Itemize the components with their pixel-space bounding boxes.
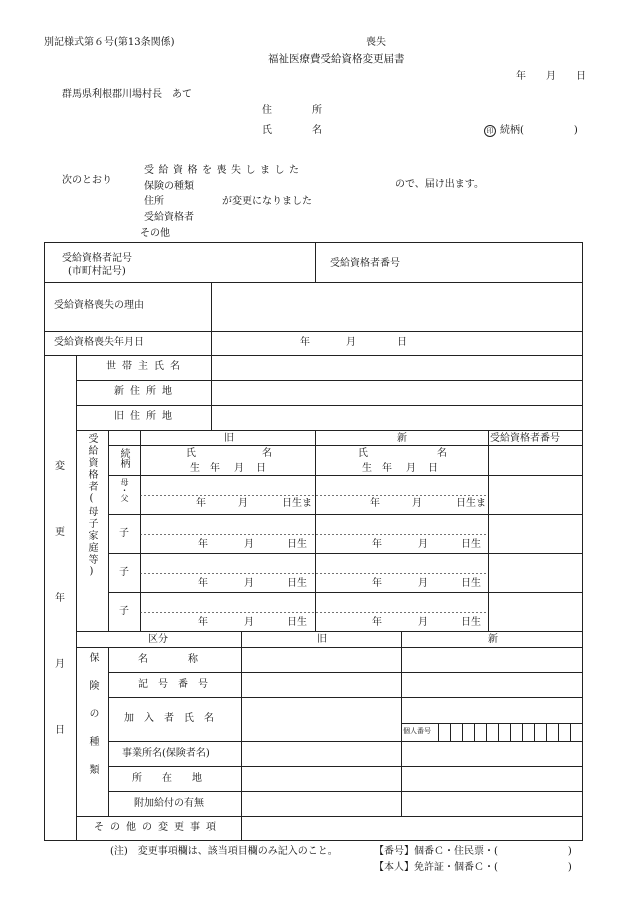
new-name-hdr: 名 bbox=[437, 448, 447, 459]
child3-old-month: 月 bbox=[244, 617, 254, 628]
old-name-hdr: 名 bbox=[262, 448, 272, 459]
child1-new-year: 年 bbox=[372, 539, 382, 550]
child2-old-day: 日生 bbox=[287, 578, 307, 589]
addressee: 群馬県利根郡川場村長 あて bbox=[62, 89, 192, 100]
parent-old-month: 月 bbox=[238, 498, 248, 509]
new-name-hdr: 氏 bbox=[358, 448, 368, 459]
household-head-label: 世帯主氏名 bbox=[106, 361, 186, 372]
seal-mark: 印 bbox=[484, 125, 496, 137]
parent-new-month: 月 bbox=[412, 498, 422, 509]
recipient-symbol-label: 受給資格者記号 bbox=[62, 253, 132, 264]
insurance-row-member-name: 加 入 者 氏 名 bbox=[124, 713, 214, 724]
statement-option-loss: 受給資格を喪失しました bbox=[144, 165, 304, 176]
insurance-new-header: 新 bbox=[488, 634, 498, 645]
insurance-row-extra-benefit: 附加給付の有無 bbox=[134, 798, 204, 809]
page-title: 福祉医療費受給資格変更届書 bbox=[268, 53, 405, 65]
parent-new-day: 日生ま bbox=[456, 498, 486, 509]
new-birth-hdr: 日 bbox=[428, 463, 438, 474]
old-address-label: 旧住所地 bbox=[114, 411, 178, 422]
loss-reason-label: 受給資格喪失の理由 bbox=[54, 300, 144, 311]
change-date-char: 年 bbox=[55, 593, 65, 604]
child3-new-day: 日生 bbox=[461, 617, 481, 628]
statement-option-recipient: 受給資格者 bbox=[144, 212, 194, 223]
child2-new-year: 年 bbox=[372, 578, 382, 589]
recipient-number-label: 受給資格者番号 bbox=[330, 258, 400, 269]
insurance-row-location: 所 在 地 bbox=[132, 773, 202, 784]
old-birth-hdr: 生 bbox=[190, 463, 200, 474]
municipality-symbol-label: (市町村記号) bbox=[68, 266, 126, 277]
recipient-new-header: 新 bbox=[397, 433, 407, 444]
relation-label: 続柄( ) bbox=[500, 125, 578, 136]
footer-note: (注) 変更事項欄は、該当項目欄のみ記入のこと。 bbox=[110, 846, 338, 857]
child2-old-year: 年 bbox=[198, 578, 208, 589]
child-label: 子 bbox=[119, 528, 129, 539]
statement-option-other: その他 bbox=[140, 228, 170, 239]
insurance-category-header: 区分 bbox=[148, 634, 168, 645]
old-birth-hdr: 月 bbox=[234, 463, 244, 474]
change-date-char: 月 bbox=[55, 659, 65, 670]
insurance-vertical-label: 保険の種類 bbox=[87, 652, 98, 792]
loss-date-label: 受給資格喪失年月日 bbox=[54, 337, 144, 348]
name-label: 氏 名 bbox=[262, 125, 322, 136]
title-top: 喪失 bbox=[366, 37, 386, 48]
insurance-row-office-name: 事業所名(保険者名) bbox=[122, 748, 210, 759]
new-birth-hdr: 生 bbox=[362, 463, 372, 474]
parent-old-day: 日生ま bbox=[282, 498, 312, 509]
new-birth-hdr: 年 bbox=[382, 463, 392, 474]
child3-new-year: 年 bbox=[372, 617, 382, 628]
recipient-old-header: 旧 bbox=[224, 433, 234, 444]
footer-number-label: 【番号】個番Ｃ・住民票・( ) bbox=[374, 846, 572, 857]
recipient-vertical-label: 受給資格者(母子家庭等) bbox=[86, 433, 97, 579]
child1-old-month: 月 bbox=[244, 539, 254, 550]
change-date-char: 変 bbox=[55, 461, 65, 472]
parent-old-year: 年 bbox=[196, 498, 206, 509]
child3-new-month: 月 bbox=[418, 617, 428, 628]
statement-option-insurance: 保険の種類 bbox=[144, 181, 194, 192]
child3-old-day: 日生 bbox=[287, 617, 307, 628]
statement-option-address: 住所 bbox=[144, 196, 164, 207]
child3-old-year: 年 bbox=[198, 617, 208, 628]
child1-new-day: 日生 bbox=[461, 539, 481, 550]
change-date-char: 更 bbox=[55, 527, 65, 538]
loss-date-month: 月 bbox=[346, 337, 356, 348]
relation-col-header: 続柄 bbox=[118, 448, 129, 468]
mother-father-label: 母・父 bbox=[120, 478, 129, 502]
parent-new-year: 年 bbox=[370, 498, 380, 509]
recipient-number-col-header: 受給資格者番号 bbox=[490, 433, 560, 444]
new-address-label: 新住所地 bbox=[114, 386, 178, 397]
form-number: 別記様式第６号(第13条関係) bbox=[44, 37, 175, 48]
child2-new-month: 月 bbox=[418, 578, 428, 589]
statement-suffix: ので、届け出ます。 bbox=[395, 179, 484, 190]
statement-changed: が変更になりました bbox=[222, 196, 312, 207]
loss-date-year: 年 bbox=[300, 337, 310, 348]
footer-identity-label: 【本人】免許証・個番Ｃ・( ) bbox=[374, 862, 572, 873]
child2-new-day: 日生 bbox=[461, 578, 481, 589]
child1-old-year: 年 bbox=[198, 539, 208, 550]
old-birth-hdr: 日 bbox=[256, 463, 266, 474]
insurance-old-header: 旧 bbox=[317, 634, 327, 645]
new-birth-hdr: 月 bbox=[406, 463, 416, 474]
loss-date-day: 日 bbox=[397, 337, 407, 348]
old-name-hdr: 氏 bbox=[186, 448, 196, 459]
insurance-row-symbol-number: 記 号 番 号 bbox=[138, 679, 208, 690]
child-label: 子 bbox=[119, 567, 129, 578]
address-label: 住 所 bbox=[262, 105, 322, 116]
insurance-row-name: 名 称 bbox=[138, 654, 198, 665]
date-line: 年 月 日 bbox=[516, 71, 586, 82]
child1-new-month: 月 bbox=[418, 539, 428, 550]
personal-number-label: 個人番号 bbox=[403, 727, 431, 735]
child-label: 子 bbox=[119, 606, 129, 617]
old-birth-hdr: 年 bbox=[210, 463, 220, 474]
child2-old-month: 月 bbox=[244, 578, 254, 589]
child1-old-day: 日生 bbox=[287, 539, 307, 550]
statement-prefix: 次のとおり bbox=[62, 175, 112, 186]
change-date-char: 日 bbox=[55, 725, 65, 736]
other-changes-label: その他の変更事項 bbox=[94, 822, 222, 833]
